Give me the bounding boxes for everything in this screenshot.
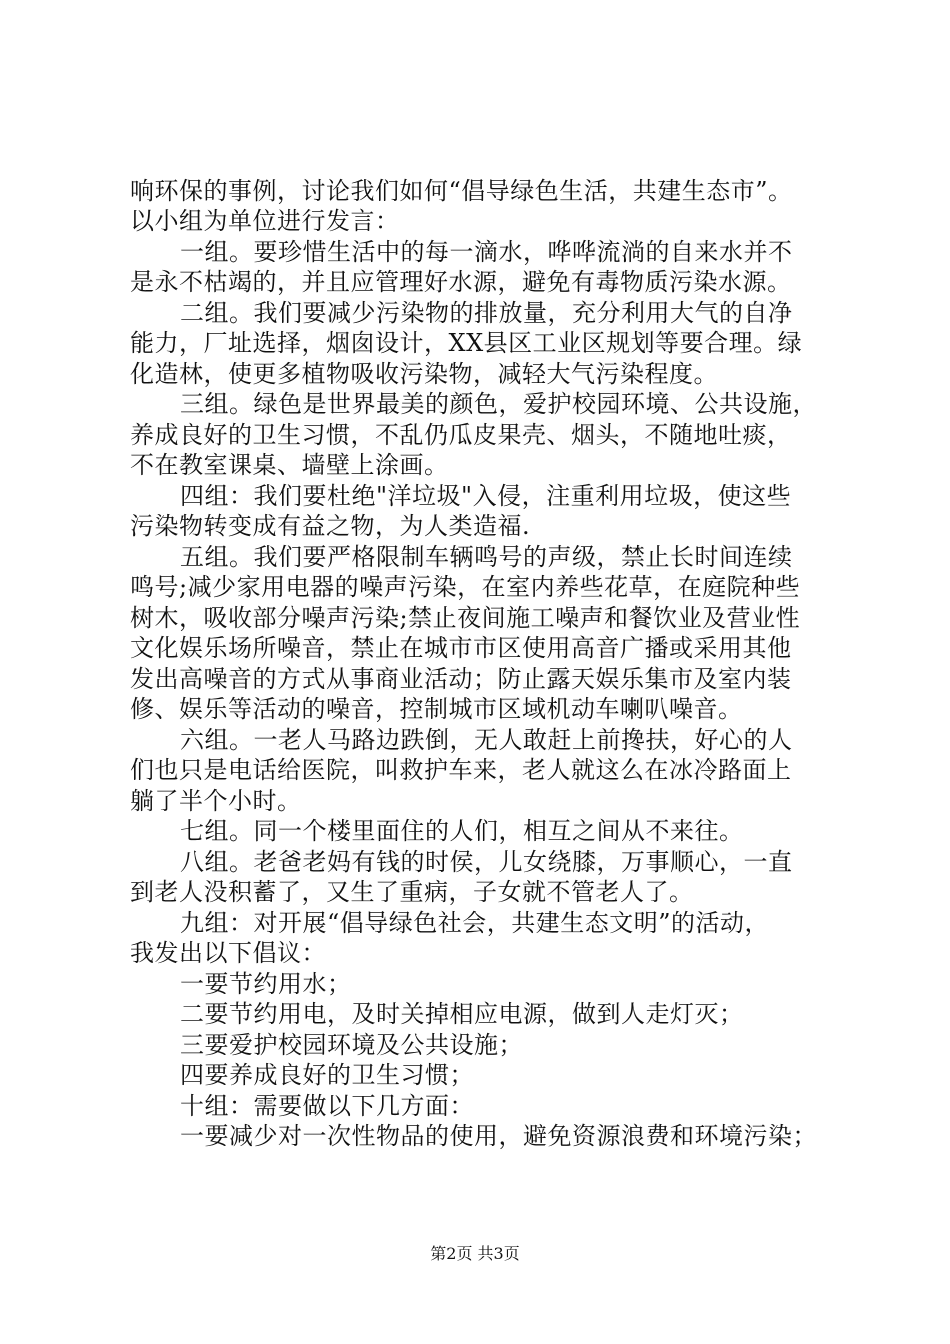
text-line: 们也只是电话给医院，叫救护车来，老人就这么在冰冷路面上 (130, 756, 792, 784)
text-line: 六组。一老人马路边跌倒，无人敢赶上前搀扶，好心的人 (180, 726, 793, 754)
text-line: 三要爱护校园环境及公共设施； (180, 1031, 523, 1059)
text-line: 一组。要珍惜生活中的每一滴水，哗哗流淌的自来水并不 (180, 238, 793, 266)
text-line: 以小组为单位进行发言： (130, 207, 400, 235)
text-line: 响环保的事例，讨论我们如何“倡导绿色生活，共建生态市”。 (130, 177, 793, 205)
text-line: 发出高噪音的方式从事商业活动；防止露天娱乐集市及室内装 (130, 665, 792, 693)
page-number-footer: 第2页 共3页 (430, 1244, 520, 1263)
text-line: 是永不枯竭的，并且应管理好水源，避免有毒物质污染水源。 (130, 268, 792, 296)
text-line: 八组。老爸老妈有钱的时侯，儿女绕膝，万事顺心，一直 (180, 848, 793, 876)
text-line: 三组。绿色是世界最美的颜色，爱护校园环境、公共设施， (180, 390, 817, 418)
text-line: 一要节约用水； (180, 970, 352, 998)
text-line: 四要养成良好的卫生习惯； (180, 1061, 474, 1089)
text-line: 二组。我们要减少污染物的排放量，充分利用大气的自净 (180, 299, 793, 327)
text-line: 文化娱乐场所噪音，禁止在城市市区使用高音广播或采用其他 (130, 634, 792, 662)
text-line: 不在教室课桌、墙壁上涂画。 (130, 451, 449, 479)
text-line: 十组：需要做以下几方面： (180, 1092, 474, 1120)
text-line: 二要节约用电，及时关掉相应电源，做到人走灯灭； (180, 1000, 744, 1028)
text-line: 鸣号;减少家用电器的噪声污染，在室内养些花草，在庭院种些 (130, 573, 801, 601)
text-line: 七组。同一个楼里面住的人们，相互之间从不来往。 (180, 817, 744, 845)
text-line: 污染物转变成有益之物，为人类造福. (130, 512, 531, 540)
text-line: 树木，吸收部分噪声污染;禁止夜间施工噪声和餐饮业及营业性 (130, 604, 801, 632)
text-line: 躺了半个小时。 (130, 787, 302, 815)
text-line: 能力，厂址选择，烟囱设计，XX县区工业区规划等要合理。绿 (130, 329, 803, 357)
text-line: 五组。我们要严格限制车辆鸣号的声级，禁止长时间连续 (180, 543, 793, 571)
text-line: 一要减少对一次性物品的使用，避免资源浪费和环境污染； (180, 1122, 817, 1150)
text-line: 养成良好的卫生习惯，不乱仍瓜皮果壳、烟头，不随地吐痰， (130, 421, 792, 449)
text-line: 化造林，使更多植物吸收污染物，减轻大气污染程度。 (130, 360, 718, 388)
text-line: 修、娱乐等活动的噪音，控制城市区域机动车喇叭噪音。 (130, 695, 743, 723)
text-line: 到老人没积蓄了，又生了重病，子女就不管老人了。 (130, 878, 694, 906)
text-line: 九组：对开展“倡导绿色社会，共建生态文明”的活动， (180, 909, 770, 937)
text-line: 四组：我们要杜绝"洋垃圾"入侵，注重利用垃圾，使这些 (180, 482, 792, 510)
text-line: 我发出以下倡议： (130, 939, 326, 967)
